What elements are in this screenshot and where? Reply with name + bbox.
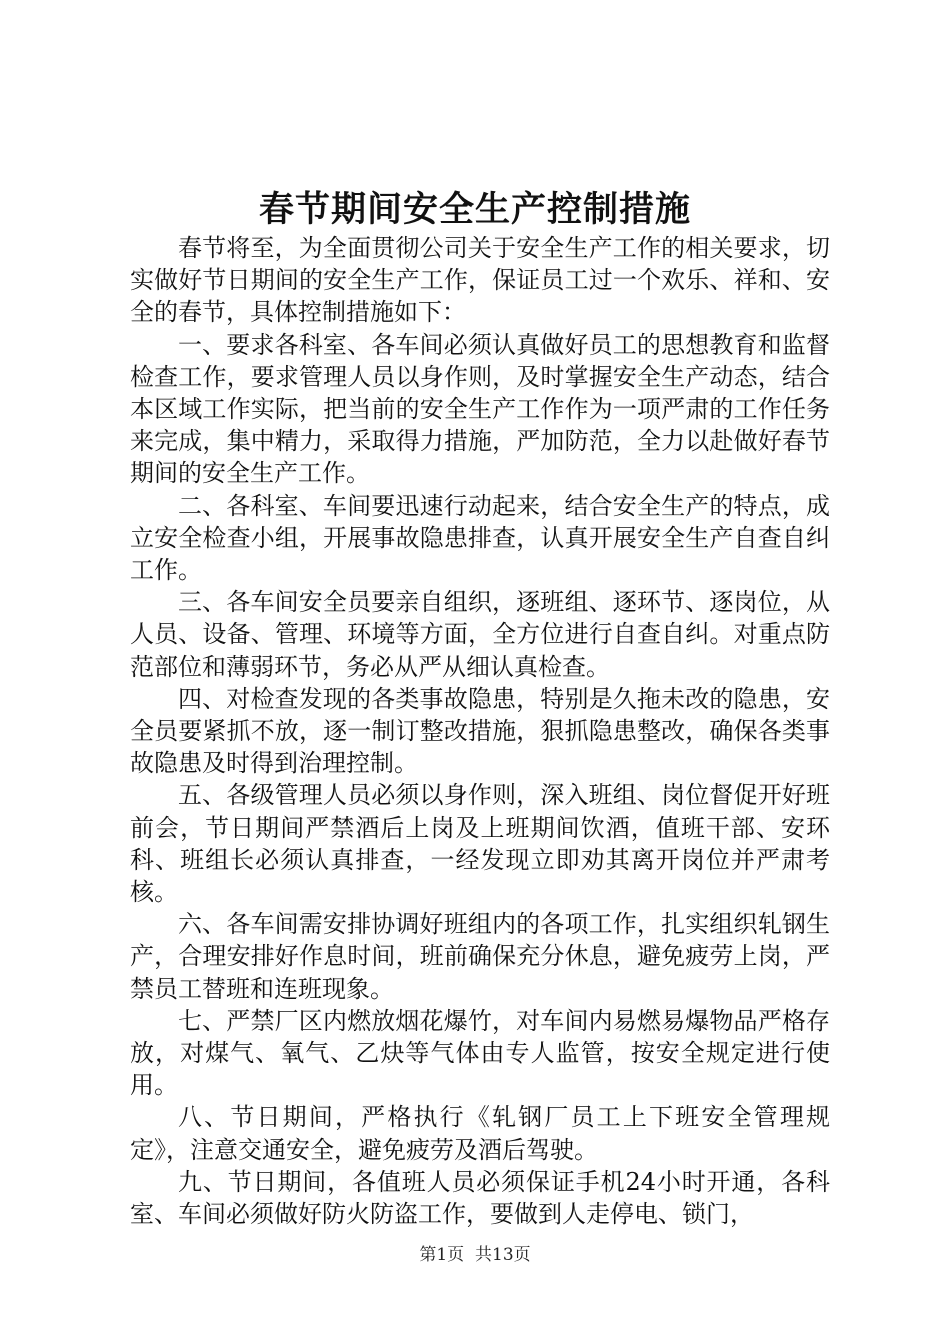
paragraph-intro: 春节将至，为全面贯彻公司关于安全生产工作的相关要求，切实做好节日期间的安全生产工作，保证员工过一个欢乐、祥和、安全的春节，具体控制措施如下： (130, 234, 830, 327)
paragraph-item-5: 五、各级管理人员必须以身作则，深入班组、岗位督促开好班前会，节日期间严禁酒后上岗及上班期间饮酒，值班干部、安环科、班组长必须认真排查，一经发现立即劝其离开岗位并严肃考核。 (130, 781, 830, 907)
paragraph-item-3: 三、各车间安全员要亲自组织，逐班组、逐环节、逐岗位，从人员、设备、管理、环境等方面，全方位进行自查自纠。对重点防范部位和薄弱环节，务必从严从细认真检查。 (130, 588, 830, 681)
document-title: 春节期间安全生产控制措施 (258, 189, 691, 230)
paragraph-item-7: 七、严禁厂区内燃放烟花爆竹，对车间内易燃易爆物品严格存放，对煤气、氧气、乙炔等气体由专人监管，按安全规定进行使用。 (130, 1006, 830, 1100)
paragraph-item-6: 六、各车间需安排协调好班组内的各项工作，扎实组织轧钢生产，合理安排好作息时间，班前确保充分休息，避免疲劳上岗，严禁员工替班和连班现象。 (130, 910, 830, 1003)
paragraph-item-8: 八、节日期间，严格执行《轧钢厂员工上下班安全管理规定》，注意交通安全，避免疲劳及酒后驾驶。 (130, 1103, 830, 1164)
paragraph-item-1: 一、要求各科室、各车间必须认真做好员工的思想教育和监督检查工作，要求管理人员以身作则，及时掌握安全生产动态，结合本区域工作实际，把当前的安全生产工作作为一项严肃的工作任务来完成，集中精力，采取得力措施，严加防范，全力以赴做好春节期间的安全生产工作。 (130, 330, 830, 488)
paragraph-item-2: 二、各科室、车间要迅速行动起来，结合安全生产的特点，成立安全检查小组，开展事故隐患排查，认真开展安全生产自查自纠工作。 (130, 491, 830, 585)
page-footer (0, 1243, 950, 1267)
page-total: 共13页 (475, 1245, 531, 1265)
paragraph-item-9: 九、节日期间，各值班人员必须保证手机24小时开通，各科室、车间必须做好防火防盗工作，要做到人走停电、锁门， (130, 1167, 830, 1229)
paragraph-item-4: 四、对检查发现的各类事故隐患，特别是久拖未改的隐患，安全员要紧抓不放，逐一制订整改措施，狠抓隐患整改，确保各类事故隐患及时得到治理控制。 (130, 684, 830, 778)
page-number: 第1页 (419, 1245, 465, 1265)
document-body (130, 232, 830, 1230)
